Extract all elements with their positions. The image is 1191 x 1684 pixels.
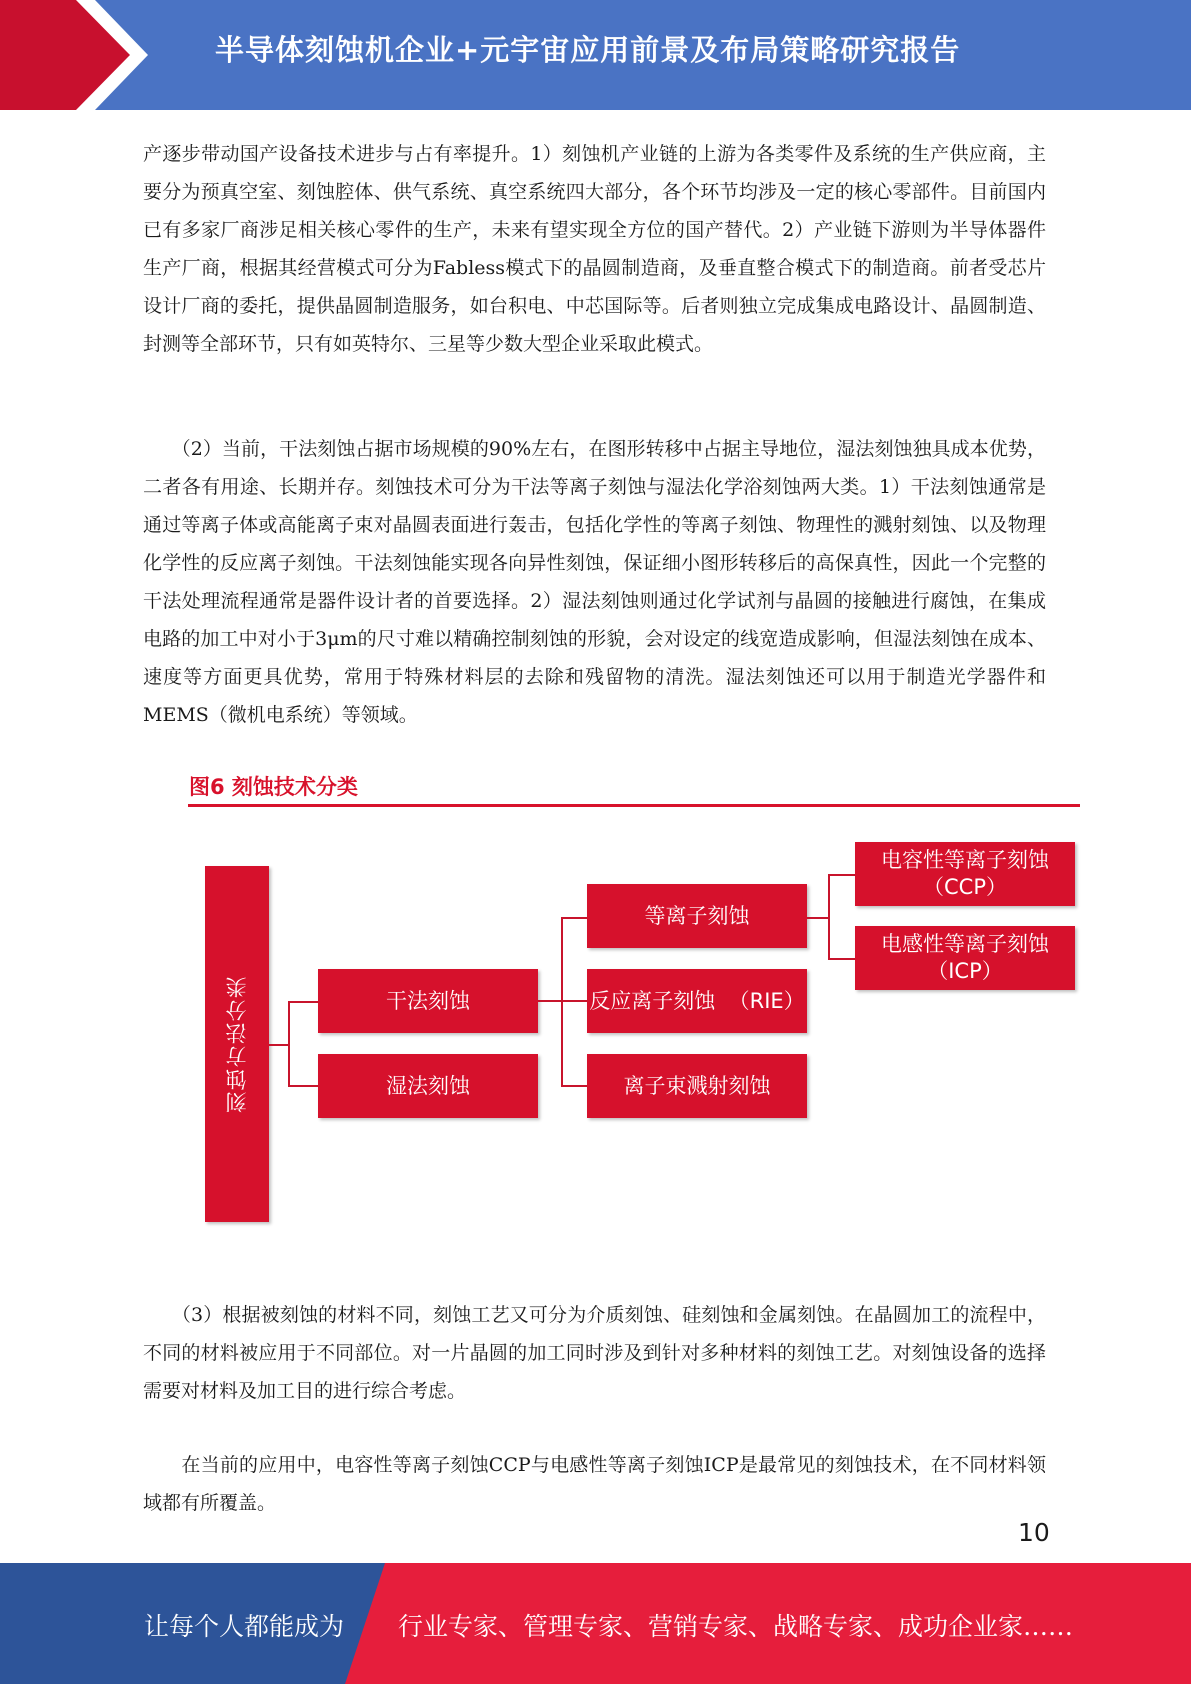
node-label: 电感性等离子刻蚀 （ICP） [881, 932, 1049, 983]
header-arrow-decoration [0, 0, 160, 110]
connector-line [538, 1000, 562, 1002]
connector-line [269, 1044, 289, 1046]
footer-slogan-left: 让每个人都能成为 [144, 1612, 345, 1641]
connector-line [828, 958, 855, 960]
connector-line [807, 917, 829, 919]
node-ccp [855, 842, 1075, 906]
node-dry-etching [318, 969, 538, 1033]
node-plasma-etching [587, 884, 807, 948]
node-label: 反应离子刻蚀 （RIE） [589, 988, 805, 1013]
node-root-label: 刻蚀方法分类 [224, 975, 249, 1113]
page-header [0, 0, 1191, 110]
report-title: 半导体刻蚀机企业+元宇宙应用前景及布局策略研究报告 [215, 33, 961, 67]
node-label: 离子束溅射刻蚀 [623, 1073, 771, 1098]
body-paragraph-4 [143, 1446, 1046, 1522]
figure-title: 图6 刻蚀技术分类 [189, 775, 358, 799]
figure-title-rule [188, 804, 1080, 807]
page-footer [0, 1563, 1191, 1684]
connector-line [288, 1001, 318, 1003]
connector-line [828, 874, 830, 959]
body-paragraph-3 [143, 1296, 1046, 1410]
etching-classification-figure [188, 766, 1080, 1252]
paragraph-text: 在当前的应用中，电容性等离子刻蚀CCP与电感性等离子刻蚀ICP是最常见的刻蚀技术，在不同材料领域都有所覆盖。 [143, 1454, 1046, 1514]
node-label: 电容性等离子刻蚀 （CCP） [881, 848, 1049, 899]
body-paragraph-1 [143, 135, 1046, 363]
node-icp [855, 926, 1075, 990]
connector-line [561, 1085, 587, 1087]
footer-slogan-right: 行业专家、管理专家、营销专家、战略专家、成功企业家…… [398, 1612, 1074, 1641]
page-number: 10 [1018, 1518, 1050, 1547]
node-label: 等离子刻蚀 [644, 903, 750, 928]
node-ion-beam-sputter [587, 1054, 807, 1118]
connector-line [561, 917, 587, 919]
connector-line [288, 1085, 318, 1087]
connector-line [288, 1001, 290, 1086]
node-rie [587, 969, 807, 1033]
connector-line [828, 874, 855, 876]
paragraph-text: （3）根据被刻蚀的材料不同，刻蚀工艺又可分为介质刻蚀、硅刻蚀和金属刻蚀。在晶圆加工的流程中，不同的材料被应用于不同部位。对一片晶圆的加工同时涉及到针对多种材料的刻蚀工艺。对刻蚀设备的选择需要对材料及加工目的进行综合考虑。 [143, 1304, 1046, 1402]
paragraph-text: （2）当前，干法刻蚀占据市场规模的90%左右，在图形转移中占据主导地位，湿法刻蚀独具成本优势，二者各有用途、长期并存。刻蚀技术可分为干法等离子刻蚀与湿法化学浴刻蚀两大类。1）干法刻蚀通常是通过等离子体或高能离子束对晶圆表面进行轰击，包括化学性的等离子刻蚀、物理性的溅射刻蚀、以及物理化学性的反应离子刻蚀。干法刻蚀能实现各向异性刻蚀，保证细小图形转移后的高保真性，因此一个完整的干法处理流程通常是器件设计者的首要选择。2）湿法刻蚀则通过化学试剂与晶圆的接触进行腐蚀，在集成电路的加工中对小于3μm的尺寸难以精确控制刻蚀的形貌，会对设定的线宽造成影响，但湿法刻蚀在成本、速度等方面更具优势，常用于特殊材料层的去除和残留物的清洗。湿法刻蚀还可以用于制造光学器件和MEMS（微机电系统）等领域。 [143, 438, 1046, 726]
node-wet-etching [318, 1054, 538, 1118]
node-root [205, 866, 269, 1222]
node-label: 湿法刻蚀 [386, 1073, 470, 1098]
node-label: 干法刻蚀 [386, 988, 470, 1013]
connector-line [561, 1000, 587, 1002]
body-paragraph-2 [143, 430, 1046, 734]
paragraph-text: 产逐步带动国产设备技术进步与占有率提升。1）刻蚀机产业链的上游为各类零件及系统的生产供应商，主要分为预真空室、刻蚀腔体、供气系统、真空系统四大部分，各个环节均涉及一定的核心零部件。目前国内已有多家厂商涉足相关核心零件的生产，未来有望实现全方位的国产替代。2）产业链下游则为半导体器件生产厂商，根据其经营模式可分为Fabless模式下的晶圆制造商，及垂直整合模式下的制造商。前者受芯片设计厂商的委托，提供晶圆制造服务，如台积电、中芯国际等。后者则独立完成集成电路设计、晶圆制造、封测等全部环节，只有如英特尔、三星等少数大型企业采取此模式。 [143, 143, 1046, 355]
